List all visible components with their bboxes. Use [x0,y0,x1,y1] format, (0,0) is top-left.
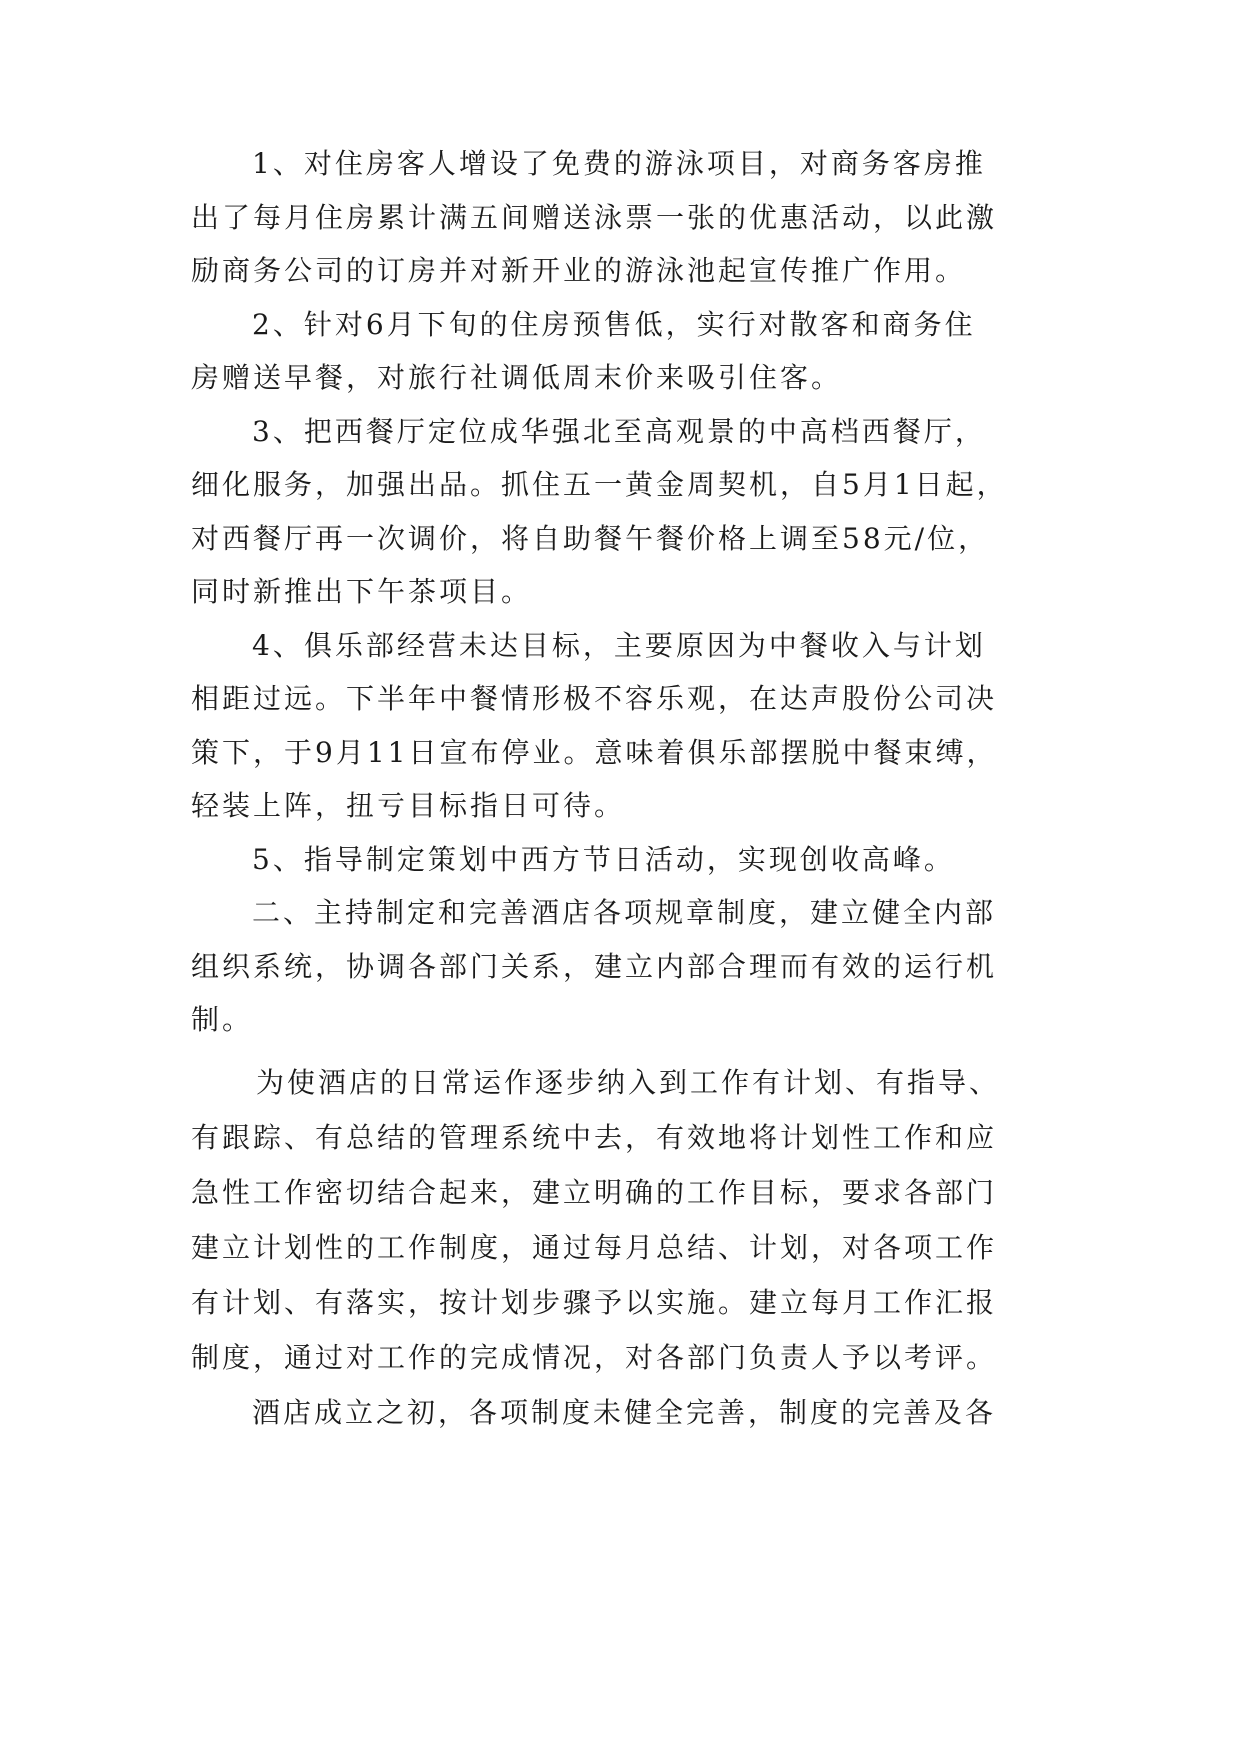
text-line: 出了每月住房累计满五间赠送泳票一张的优惠活动，以此激 [191,201,998,234]
text-line: 有计划、有落实，按计划步骤予以实施。建立每月工作汇报 [191,1286,998,1319]
text-line: 制度，通过对工作的完成情况，对各部门负责人予以考评。 [191,1341,998,1374]
text-line: 有跟踪、有总结的管理系统中去，有效地将计划性工作和应 [191,1121,998,1154]
text-line: 策下，于9月11日宣布停业。意味着俱乐部摆脱中餐束缚， [191,736,998,769]
text-line: 急性工作密切结合起来，建立明确的工作目标，要求各部门 [191,1176,998,1209]
text-line: 3、把西餐厅定位成华强北至高观景的中高档西餐厅， [252,415,986,448]
text-line: 建立计划性的工作制度，通过每月总结、计划，对各项工作 [191,1231,998,1264]
text-line: 组织系统，协调各部门关系，建立内部合理而有效的运行机 [191,950,998,983]
text-line: 酒店成立之初，各项制度未健全完善，制度的完善及各 [252,1396,997,1429]
text-line: 房赠送早餐，对旅行社调低周末价来吸引住客。 [191,361,843,394]
text-line: 4、俱乐部经营未达目标，主要原因为中餐收入与计划 [252,629,986,662]
text-line: 1、对住房客人增设了免费的游泳项目，对商务客房推 [252,147,986,180]
text-line: 2、针对6月下旬的住房预售低，实行对散客和商务住 [252,308,976,341]
text-line: 轻装上阵，扭亏目标指日可待。 [191,789,626,822]
text-line: 制。 [191,1003,254,1036]
text-line: 同时新推出下午茶项目。 [191,575,533,608]
text-line: 相距过远。下半年中餐情形极不容乐观，在达声股份公司决 [191,682,998,715]
text-line: 5、指导制定策划中西方节日活动，实现创收高峰。 [252,843,955,876]
text-line: 对西餐厅再一次调价，将自助餐午餐价格上调至58元/位， [191,522,990,555]
text-line: 为使酒店的日常运作逐步纳入到工作有计划、有指导、 [256,1066,1001,1099]
text-line: 二、主持制定和完善酒店各项规章制度，建立健全内部 [252,896,997,929]
text-line: 细化服务，加强出品。抓住五一黄金周契机，自5月1日起， [191,468,1008,501]
text-line: 励商务公司的订房并对新开业的游泳池起宣传推广作用。 [191,254,967,287]
